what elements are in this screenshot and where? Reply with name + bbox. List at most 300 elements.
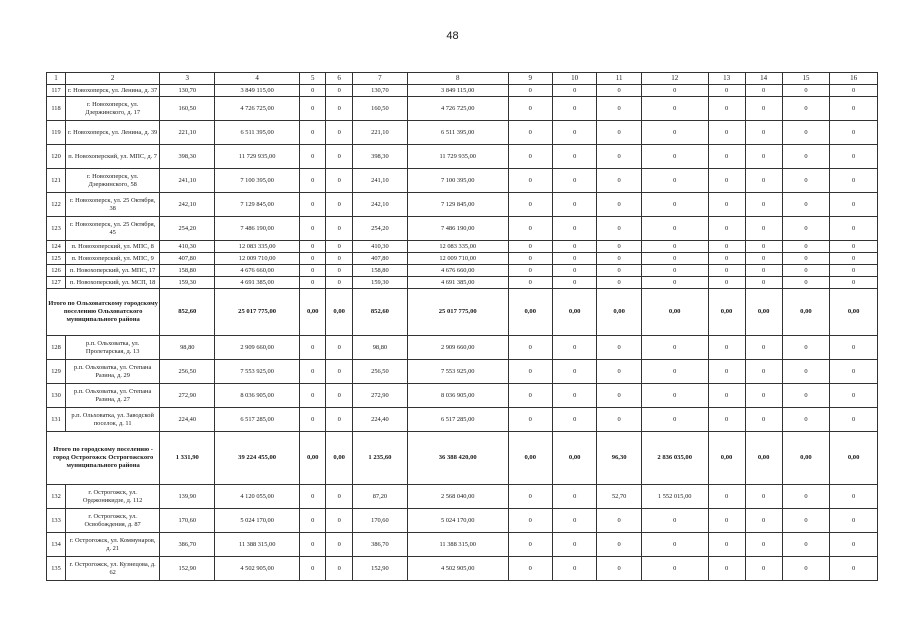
- value-cell: 224,40: [352, 408, 407, 432]
- value-cell: 0: [326, 145, 352, 169]
- value-cell: 7 486 190,00: [407, 217, 508, 241]
- value-cell: 0: [745, 360, 782, 384]
- value-cell: 0: [708, 241, 745, 253]
- address-cell: г. Острогожск, ул. Освобождения, д. 87: [66, 509, 160, 533]
- value-cell: 7 100 395,00: [407, 169, 508, 193]
- value-cell: 0: [830, 265, 878, 277]
- value-cell: 0: [299, 241, 325, 253]
- value-cell: 221,10: [160, 121, 215, 145]
- value-cell: 0: [708, 485, 745, 509]
- value-cell: 0: [708, 85, 745, 97]
- value-cell: 0: [708, 169, 745, 193]
- value-cell: 0: [552, 485, 596, 509]
- value-cell: 87,20: [352, 485, 407, 509]
- value-cell: 0: [508, 145, 552, 169]
- row-number-cell: 125: [47, 253, 66, 265]
- value-cell: 0: [830, 277, 878, 289]
- value-cell: 0: [641, 360, 708, 384]
- value-cell: 0,00: [326, 432, 352, 485]
- value-cell: 398,30: [160, 145, 215, 169]
- value-cell: 0,00: [508, 432, 552, 485]
- value-cell: 152,90: [160, 557, 215, 581]
- value-cell: 0,00: [597, 289, 641, 336]
- address-cell: п. Новохоперский, ул. МПС, д. 7: [66, 145, 160, 169]
- value-cell: 0: [299, 253, 325, 265]
- value-cell: 0: [597, 85, 641, 97]
- value-cell: 3 849 115,00: [407, 85, 508, 97]
- value-cell: 0: [508, 169, 552, 193]
- value-cell: 0: [326, 253, 352, 265]
- column-number-header: 3: [160, 73, 215, 85]
- value-cell: 2 909 660,00: [215, 336, 300, 360]
- value-cell: 386,70: [160, 533, 215, 557]
- value-cell: 0: [830, 557, 878, 581]
- value-cell: 0: [782, 509, 830, 533]
- column-number-header: 5: [299, 73, 325, 85]
- value-cell: 0: [299, 485, 325, 509]
- value-cell: 0: [708, 509, 745, 533]
- value-cell: 0: [830, 97, 878, 121]
- value-cell: 0: [641, 557, 708, 581]
- column-number-header: 10: [552, 73, 596, 85]
- value-cell: 0: [745, 145, 782, 169]
- value-cell: 0: [597, 509, 641, 533]
- table-row: [47, 533, 878, 557]
- value-cell: 0: [299, 384, 325, 408]
- value-cell: 0: [508, 253, 552, 265]
- value-cell: 0: [782, 408, 830, 432]
- value-cell: 0: [326, 384, 352, 408]
- value-cell: 0: [782, 145, 830, 169]
- value-cell: 4 502 905,00: [215, 557, 300, 581]
- value-cell: 0: [745, 533, 782, 557]
- value-cell: 0,00: [830, 289, 878, 336]
- value-cell: 0: [552, 241, 596, 253]
- value-cell: 0: [745, 336, 782, 360]
- value-cell: 0: [299, 85, 325, 97]
- value-cell: 0: [552, 145, 596, 169]
- value-cell: 0: [830, 85, 878, 97]
- row-number-cell: 124: [47, 241, 66, 253]
- value-cell: 0: [597, 336, 641, 360]
- value-cell: 0: [708, 121, 745, 145]
- value-cell: 0,00: [326, 289, 352, 336]
- value-cell: 0: [508, 384, 552, 408]
- value-cell: 2 568 040,00: [407, 485, 508, 509]
- value-cell: 0: [641, 145, 708, 169]
- row-number-cell: 132: [47, 485, 66, 509]
- address-cell: п. Новохоперский, ул. МПС, 9: [66, 253, 160, 265]
- column-number-header: 7: [352, 73, 407, 85]
- table-body: [47, 73, 878, 581]
- value-cell: 0: [745, 217, 782, 241]
- table-row: [47, 253, 878, 265]
- column-number-header: 4: [215, 73, 300, 85]
- value-cell: 0: [552, 217, 596, 241]
- value-cell: 0: [830, 145, 878, 169]
- value-cell: 0: [830, 509, 878, 533]
- value-cell: 3 849 115,00: [215, 85, 300, 97]
- table-row: [47, 241, 878, 253]
- column-number-header: 15: [782, 73, 830, 85]
- subtotal-row: [47, 432, 878, 485]
- value-cell: 0: [508, 408, 552, 432]
- value-cell: 0: [641, 384, 708, 408]
- value-cell: 0: [745, 241, 782, 253]
- value-cell: 0: [830, 169, 878, 193]
- value-cell: 0: [597, 277, 641, 289]
- value-cell: 0: [326, 336, 352, 360]
- address-cell: г. Новохоперск, ул. Дзержинского, 58: [66, 169, 160, 193]
- table-row: [47, 277, 878, 289]
- value-cell: 158,80: [352, 265, 407, 277]
- value-cell: 0: [299, 336, 325, 360]
- value-cell: 0: [782, 253, 830, 265]
- value-cell: 0: [552, 169, 596, 193]
- value-cell: 0: [745, 557, 782, 581]
- row-number-cell: 118: [47, 97, 66, 121]
- value-cell: 0: [326, 97, 352, 121]
- value-cell: 0: [552, 121, 596, 145]
- value-cell: 0,00: [641, 289, 708, 336]
- value-cell: 0: [299, 277, 325, 289]
- column-number-header: 2: [66, 73, 160, 85]
- value-cell: 0: [597, 217, 641, 241]
- value-cell: 4 502 905,00: [407, 557, 508, 581]
- value-cell: 0: [641, 509, 708, 533]
- value-cell: 4 691 385,00: [215, 277, 300, 289]
- value-cell: 410,30: [160, 241, 215, 253]
- value-cell: 254,20: [352, 217, 407, 241]
- row-number-cell: 121: [47, 169, 66, 193]
- value-cell: 0: [299, 509, 325, 533]
- value-cell: 0: [326, 557, 352, 581]
- value-cell: 2 909 660,00: [407, 336, 508, 360]
- value-cell: 159,30: [352, 277, 407, 289]
- value-cell: 4 676 660,00: [407, 265, 508, 277]
- address-cell: г. Острогожск, ул. Коммунаров, д. 21: [66, 533, 160, 557]
- value-cell: 130,70: [352, 85, 407, 97]
- value-cell: 0: [552, 97, 596, 121]
- address-cell: р.п. Ольховатка, ул. Заводской поселок, д. 11: [66, 408, 160, 432]
- row-number-cell: 123: [47, 217, 66, 241]
- value-cell: 12 009 710,00: [407, 253, 508, 265]
- value-cell: 0: [830, 241, 878, 253]
- value-cell: 0: [326, 217, 352, 241]
- value-cell: 160,50: [160, 97, 215, 121]
- row-number-cell: 130: [47, 384, 66, 408]
- value-cell: 0: [708, 384, 745, 408]
- column-number-header: 12: [641, 73, 708, 85]
- value-cell: 0: [299, 557, 325, 581]
- table-row: [47, 408, 878, 432]
- table-row: [47, 384, 878, 408]
- value-cell: 11 729 935,00: [407, 145, 508, 169]
- value-cell: 1 331,90: [160, 432, 215, 485]
- value-cell: 0: [326, 85, 352, 97]
- value-cell: 152,90: [352, 557, 407, 581]
- value-cell: 0: [745, 265, 782, 277]
- row-number-cell: 122: [47, 193, 66, 217]
- column-number-header: 9: [508, 73, 552, 85]
- value-cell: 0: [745, 509, 782, 533]
- address-cell: п. Новохоперский, ул. МПС, 8: [66, 241, 160, 253]
- value-cell: 0: [299, 408, 325, 432]
- value-cell: 0: [641, 408, 708, 432]
- value-cell: 0: [782, 384, 830, 408]
- address-cell: г. Новохоперск, ул. 25 Октября, 45: [66, 217, 160, 241]
- value-cell: 0: [552, 533, 596, 557]
- value-cell: 25 017 775,00: [215, 289, 300, 336]
- value-cell: 98,80: [160, 336, 215, 360]
- value-cell: 130,70: [160, 85, 215, 97]
- value-cell: 6 511 395,00: [215, 121, 300, 145]
- value-cell: 0: [745, 193, 782, 217]
- value-cell: 0: [830, 121, 878, 145]
- table-row: [47, 557, 878, 581]
- value-cell: 8 036 905,00: [407, 384, 508, 408]
- value-cell: 0,00: [745, 289, 782, 336]
- value-cell: 0: [782, 241, 830, 253]
- value-cell: 0: [782, 557, 830, 581]
- value-cell: 0: [299, 121, 325, 145]
- value-cell: 8 036 905,00: [215, 384, 300, 408]
- value-cell: 241,10: [160, 169, 215, 193]
- value-cell: 852,60: [352, 289, 407, 336]
- value-cell: 0: [641, 241, 708, 253]
- value-cell: 0: [597, 360, 641, 384]
- value-cell: 0: [508, 193, 552, 217]
- address-cell: р.п. Ольховатка, ул. Степана Разина, д. 29: [66, 360, 160, 384]
- value-cell: 0: [641, 121, 708, 145]
- value-cell: 0: [597, 265, 641, 277]
- value-cell: 0: [745, 384, 782, 408]
- value-cell: 0: [641, 169, 708, 193]
- value-cell: 0: [641, 265, 708, 277]
- value-cell: 0: [745, 169, 782, 193]
- row-number-cell: 133: [47, 509, 66, 533]
- value-cell: 0: [508, 533, 552, 557]
- value-cell: 0,00: [782, 432, 830, 485]
- value-cell: 0: [782, 533, 830, 557]
- row-number-cell: 135: [47, 557, 66, 581]
- value-cell: 0: [552, 336, 596, 360]
- value-cell: 0: [745, 485, 782, 509]
- value-cell: 96,30: [597, 432, 641, 485]
- value-cell: 0: [782, 97, 830, 121]
- value-cell: 410,30: [352, 241, 407, 253]
- value-cell: 0: [326, 193, 352, 217]
- value-cell: 170,60: [352, 509, 407, 533]
- value-cell: 98,80: [352, 336, 407, 360]
- value-cell: 241,10: [352, 169, 407, 193]
- table-row: [47, 217, 878, 241]
- value-cell: 0: [641, 533, 708, 557]
- value-cell: 7 553 925,00: [407, 360, 508, 384]
- subtotal-label: Итого по городскому поселению - город Острогожск Острогожского муниципального района: [47, 432, 160, 485]
- address-cell: р.п. Ольховатка, ул. Пролетарская, д. 13: [66, 336, 160, 360]
- value-cell: 0: [326, 265, 352, 277]
- value-cell: 0: [508, 265, 552, 277]
- column-number-header: 16: [830, 73, 878, 85]
- value-cell: 0: [326, 241, 352, 253]
- value-cell: 12 009 710,00: [215, 253, 300, 265]
- column-number-header: 14: [745, 73, 782, 85]
- row-number-cell: 129: [47, 360, 66, 384]
- value-cell: 4 726 725,00: [407, 97, 508, 121]
- value-cell: 0: [326, 360, 352, 384]
- page-number: 48: [446, 30, 459, 42]
- value-cell: 0,00: [745, 432, 782, 485]
- value-cell: 256,50: [160, 360, 215, 384]
- column-number-header: 1: [47, 73, 66, 85]
- value-cell: 0: [745, 85, 782, 97]
- value-cell: 242,10: [352, 193, 407, 217]
- value-cell: 256,50: [352, 360, 407, 384]
- value-cell: 2 836 035,00: [641, 432, 708, 485]
- value-cell: 852,60: [160, 289, 215, 336]
- value-cell: 0: [552, 557, 596, 581]
- address-cell: г. Новохоперск, ул. Ленина, д. 39: [66, 121, 160, 145]
- value-cell: 7 129 845,00: [407, 193, 508, 217]
- value-cell: 7 486 190,00: [215, 217, 300, 241]
- table-row: [47, 121, 878, 145]
- column-number-header: 13: [708, 73, 745, 85]
- value-cell: 6 517 285,00: [407, 408, 508, 432]
- row-number-cell: 128: [47, 336, 66, 360]
- value-cell: 0: [597, 121, 641, 145]
- value-cell: 0,00: [708, 289, 745, 336]
- value-cell: 0: [597, 408, 641, 432]
- value-cell: 0: [299, 360, 325, 384]
- value-cell: 224,40: [160, 408, 215, 432]
- value-cell: 0: [326, 169, 352, 193]
- value-cell: 0: [597, 384, 641, 408]
- value-cell: 0: [597, 557, 641, 581]
- value-cell: 0: [708, 145, 745, 169]
- value-cell: 0: [708, 97, 745, 121]
- value-cell: 0: [830, 360, 878, 384]
- table-header-row: [47, 73, 878, 85]
- row-number-cell: 126: [47, 265, 66, 277]
- value-cell: 0: [830, 384, 878, 408]
- value-cell: 4 120 055,00: [215, 485, 300, 509]
- value-cell: 0: [552, 277, 596, 289]
- value-cell: 0: [508, 277, 552, 289]
- value-cell: 0: [299, 97, 325, 121]
- address-cell: г. Новохоперск, ул. Дзержинского, д. 17: [66, 97, 160, 121]
- table-row: [47, 145, 878, 169]
- value-cell: 0: [782, 169, 830, 193]
- table-row: [47, 193, 878, 217]
- value-cell: 0: [708, 533, 745, 557]
- value-cell: 0: [641, 193, 708, 217]
- value-cell: 52,70: [597, 485, 641, 509]
- value-cell: 0: [508, 241, 552, 253]
- value-cell: 11 388 315,00: [215, 533, 300, 557]
- table-row: [47, 485, 878, 509]
- value-cell: 0,00: [708, 432, 745, 485]
- value-cell: 4 691 385,00: [407, 277, 508, 289]
- housing-fund-table: [46, 72, 878, 581]
- value-cell: 158,80: [160, 265, 215, 277]
- value-cell: 0: [597, 145, 641, 169]
- value-cell: 4 676 660,00: [215, 265, 300, 277]
- value-cell: 6 517 285,00: [215, 408, 300, 432]
- value-cell: 272,90: [352, 384, 407, 408]
- value-cell: 0: [508, 509, 552, 533]
- row-number-cell: 117: [47, 85, 66, 97]
- value-cell: 0: [326, 509, 352, 533]
- value-cell: 1 235,60: [352, 432, 407, 485]
- value-cell: 0: [508, 217, 552, 241]
- value-cell: 407,80: [352, 253, 407, 265]
- value-cell: 0,00: [552, 289, 596, 336]
- value-cell: 0: [552, 265, 596, 277]
- value-cell: 0: [597, 97, 641, 121]
- value-cell: 0: [299, 145, 325, 169]
- value-cell: 160,50: [352, 97, 407, 121]
- value-cell: 0: [508, 360, 552, 384]
- value-cell: 12 083 335,00: [407, 241, 508, 253]
- address-cell: р.п. Ольховатка, ул. Степана Разина, д. 27: [66, 384, 160, 408]
- table-row: [47, 169, 878, 193]
- value-cell: 0: [830, 485, 878, 509]
- value-cell: 5 024 170,00: [407, 509, 508, 533]
- value-cell: 0: [745, 253, 782, 265]
- value-cell: 11 729 935,00: [215, 145, 300, 169]
- value-cell: 0,00: [782, 289, 830, 336]
- address-cell: п. Новохоперский, ул. МПС, 17: [66, 265, 160, 277]
- value-cell: 0: [597, 241, 641, 253]
- column-number-header: 8: [407, 73, 508, 85]
- value-cell: 0: [830, 408, 878, 432]
- value-cell: 0: [552, 360, 596, 384]
- value-cell: 254,20: [160, 217, 215, 241]
- value-cell: 7 553 925,00: [215, 360, 300, 384]
- value-cell: 0: [597, 193, 641, 217]
- subtotal-label: Итого по Ольховатскому городскому поселению Ольховатского муниципального района: [47, 289, 160, 336]
- value-cell: 0: [782, 121, 830, 145]
- value-cell: 0: [299, 217, 325, 241]
- address-cell: г. Новохоперск, ул. 25 Октября, 38: [66, 193, 160, 217]
- value-cell: 0: [326, 277, 352, 289]
- column-number-header: 11: [597, 73, 641, 85]
- value-cell: 6 511 395,00: [407, 121, 508, 145]
- table-row: [47, 336, 878, 360]
- value-cell: 0: [708, 277, 745, 289]
- value-cell: 386,70: [352, 533, 407, 557]
- value-cell: 0,00: [830, 432, 878, 485]
- value-cell: 0: [708, 336, 745, 360]
- value-cell: 0,00: [299, 432, 325, 485]
- table-row: [47, 265, 878, 277]
- value-cell: 398,30: [352, 145, 407, 169]
- address-cell: г. Острогожск, ул. Кузнецова, д. 62: [66, 557, 160, 581]
- value-cell: 5 024 170,00: [215, 509, 300, 533]
- value-cell: 0: [830, 253, 878, 265]
- value-cell: 0: [745, 121, 782, 145]
- value-cell: 0: [782, 360, 830, 384]
- address-cell: г. Острогожск, ул. Орджоникидзе, д. 112: [66, 485, 160, 509]
- value-cell: 4 726 725,00: [215, 97, 300, 121]
- value-cell: 0: [708, 557, 745, 581]
- value-cell: 11 388 315,00: [407, 533, 508, 557]
- value-cell: 0: [641, 97, 708, 121]
- value-cell: 272,90: [160, 384, 215, 408]
- row-number-cell: 119: [47, 121, 66, 145]
- value-cell: 0: [782, 85, 830, 97]
